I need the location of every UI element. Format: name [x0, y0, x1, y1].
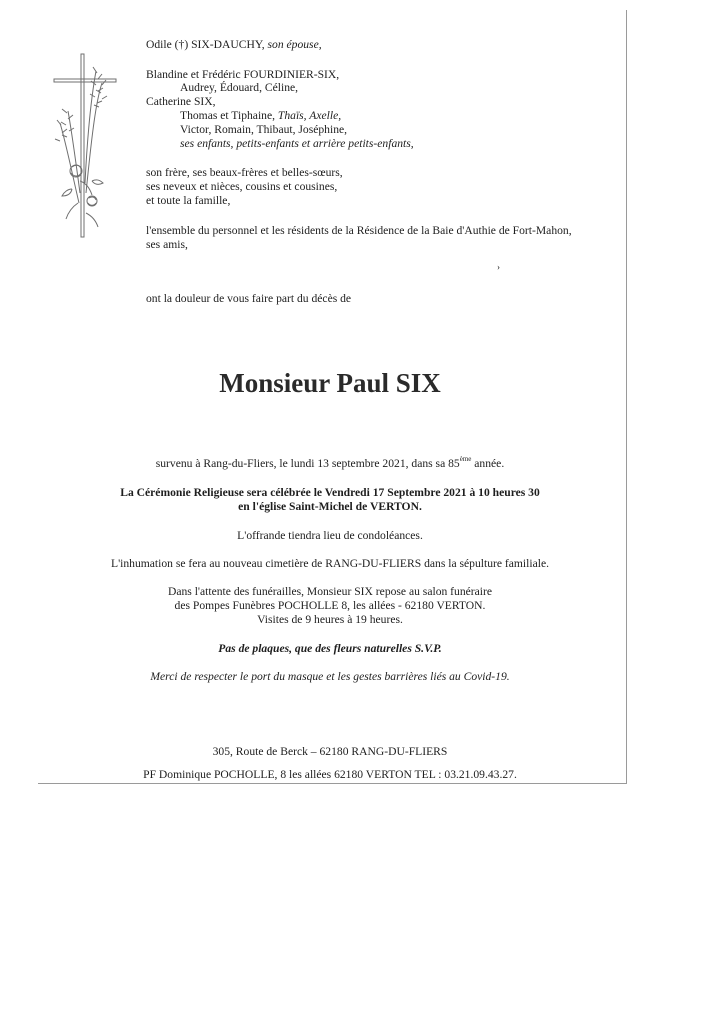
grandchildren-line-2: [180, 109, 341, 123]
death-text-end: année.: [471, 457, 505, 470]
friends-line: ses amis,: [146, 238, 188, 251]
wife-name: Odile (†) SIX-DAUCHY,: [146, 38, 268, 51]
ceremony-line-2: en l'église Saint-Michel de VERTON.: [238, 500, 422, 513]
siblings-line: son frère, ses beaux-frères et belles-sœurs,: [146, 166, 343, 179]
cross-with-wheat-icon: [52, 53, 118, 239]
wife-role: son épouse,: [267, 38, 322, 51]
child-line-1: Blandine et Frédéric FOURDINIER-SIX,: [146, 68, 340, 81]
ceremony-line-1: La Cérémonie Religieuse sera célébrée le Vendredi 17 Septembre 2021 à 10 heures 30: [120, 486, 540, 499]
funeral-home-line: PF Dominique POCHOLLE, 8 les allées 62180 VERTON TEL : 03.21.09.43.27.: [143, 768, 517, 781]
flowers-line: Pas de plaques, que des fleurs naturelles S.V.P.: [218, 642, 442, 655]
wife-line: [146, 38, 322, 52]
burial-line: L'inhumation se fera au nouveau cimetière de RANG-DU-FLIERS dans la sépulture familiale.: [110, 557, 549, 570]
address-line: 305, Route de Berck – 62180 RANG-DU-FLIERS: [212, 745, 448, 758]
visitation-line-1: Dans l'attente des funérailles, Monsieur SIX repose au salon funéraire: [167, 585, 493, 598]
family-line: et toute la famille,: [146, 194, 231, 207]
stray-mark: ›: [497, 262, 500, 272]
offering-line: L'offrande tiendra lieu de condoléances.: [237, 529, 423, 542]
grandchildren-line-1: Audrey, Édouard, Céline,: [180, 81, 299, 94]
nephews-line: ses neveux et nièces, cousins et cousines,: [146, 180, 338, 193]
staff-line: l'ensemble du personnel et les résidents de la Résidence de la Baie d'Authie de Fort-Mahon,: [146, 224, 572, 237]
child-line-2: Catherine SIX,: [146, 95, 216, 108]
deceased-name: Monsieur Paul SIX: [219, 368, 441, 398]
death-line: [40, 457, 620, 471]
death-superscript: ème: [459, 455, 472, 464]
grandchildren-line-3: Victor, Romain, Thibaut, Joséphine,: [180, 123, 348, 136]
death-text: survenu à Rang-du-Fliers, le lundi 13 septembre 2021, dans sa 85: [155, 457, 460, 470]
covid-line: Merci de respecter le port du masque et les gestes barrières liés au Covid-19.: [150, 670, 510, 683]
visitation-line-3: Visites de 9 heures à 19 heures.: [257, 613, 403, 626]
visitation-line-2: des Pompes Funèbres POCHOLLE 8, les allées - 62180 VERTON.: [174, 599, 486, 612]
descendants-line: ses enfants, petits-enfants et arrière petits-enfants,: [180, 137, 414, 150]
grandchildren-names: Thomas et Tiphaine,: [180, 109, 278, 122]
announcement-line: ont la douleur de vous faire part du décès de: [146, 292, 352, 305]
grandchildren-italic-names: Thaïs, Axelle,: [277, 109, 342, 122]
